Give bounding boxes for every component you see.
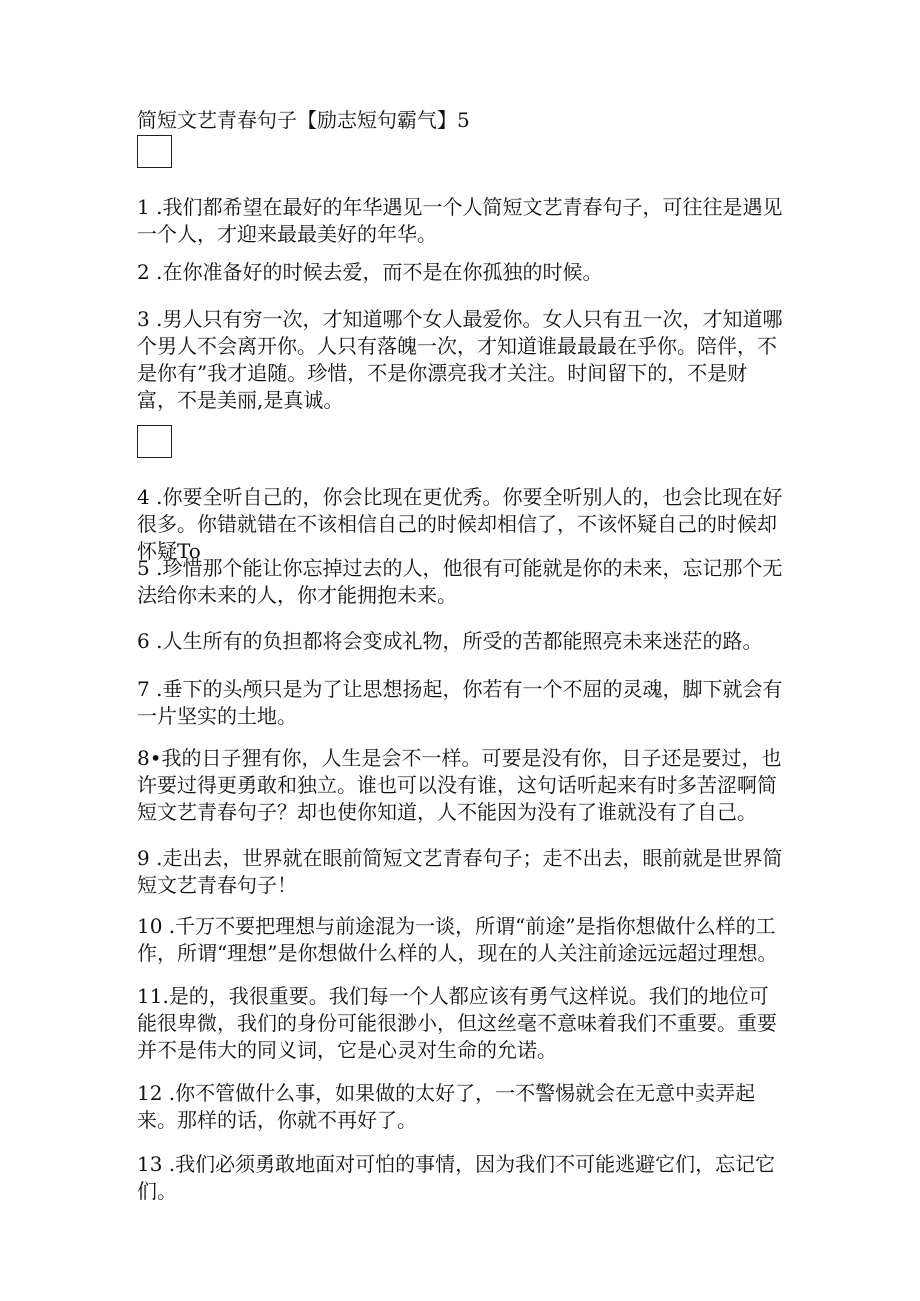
image-placeholder-box	[137, 425, 172, 458]
paragraph-9: 9 .走出去，世界就在眼前简短文艺青春句子；走不出去，眼前就是世界简短文艺青春句子！	[137, 846, 783, 897]
paragraph-3: 3 .男人只有穷一次，才知道哪个女人最爱你。女人只有丑一次，才知道哪个男人不会离开你。人只有落魄一次，才知道谁最最最在乎你。陪伴，不是你有”我才追随。珍惜，不是你漂亮我才关注。时间留下的，不是财富，不是美丽,是真诚。	[137, 307, 783, 412]
paragraph-8: 8•我的日子狸有你，人生是会不一样。可要是没有你，日子还是要过，也许要过得更勇敢和独立。谁也可以没有谁，这句话听起来有时多苦涩啊简短文艺青春句子？却也使你知道，人不能因为没有了谁就没有了自己。	[137, 746, 782, 824]
paragraph-13: 13 .我们必须勇敢地面对可怕的事情，因为我们不可能逃避它们，忘记它们。	[137, 1152, 776, 1203]
paragraph-6: 6 .人生所有的负担都将会变成礼物，所受的苦都能照亮未来迷茫的路。	[137, 629, 763, 653]
paragraph-11: 11.是的，我很重要。我们每一个人都应该有勇气这样说。我们的地位可能很卑微，我们的身份可能很渺小，但这丝毫不意味着我们不重要。重要并不是伟大的同义词，它是心灵对生命的允诺。	[137, 984, 777, 1062]
paragraph-4: 4 .你要全听自己的，你会比现在更优秀。你要全听别人的，也会比现在好很多。你错就错在不该相信自己的时候却相信了，不该怀疑自己的时候却怀疑To	[137, 485, 783, 563]
paragraph-2: 2 .在你准备好的时候去爱，而不是在你孤独的时候。	[137, 260, 603, 284]
paragraph-12: 12 .你不管做什么事，如果做的太好了，一不警惕就会在无意中卖弄起来。那样的话，你就不再好了。	[137, 1081, 756, 1132]
paragraph-7: 7 .垂下的头颅只是为了让思想扬起，你若有一个不屈的灵魂，脚下就会有一片坚实的土地。	[137, 677, 783, 728]
image-placeholder-box	[137, 135, 172, 168]
paragraph-1: 1 .我们都希望在最好的年华遇见一个人简短文艺青春句子，可往往是遇见一个人，才迎来最最美好的年华。	[137, 195, 783, 246]
document-title: 简短文艺青春句子【励志短句霸气】5	[137, 108, 470, 132]
paragraph-5: 5 .珍惜那个能让你忘掉过去的人，他很有可能就是你的未来，忘记那个无法给你未来的人，你才能拥抱未来。	[137, 556, 783, 607]
paragraph-10: 10 .千万不要把理想与前途混为一谈，所谓“前途”是指你想做什么样的工作，所谓“理想”是你想做什么样的人，现在的人关注前途远远超过理想。	[137, 914, 778, 965]
